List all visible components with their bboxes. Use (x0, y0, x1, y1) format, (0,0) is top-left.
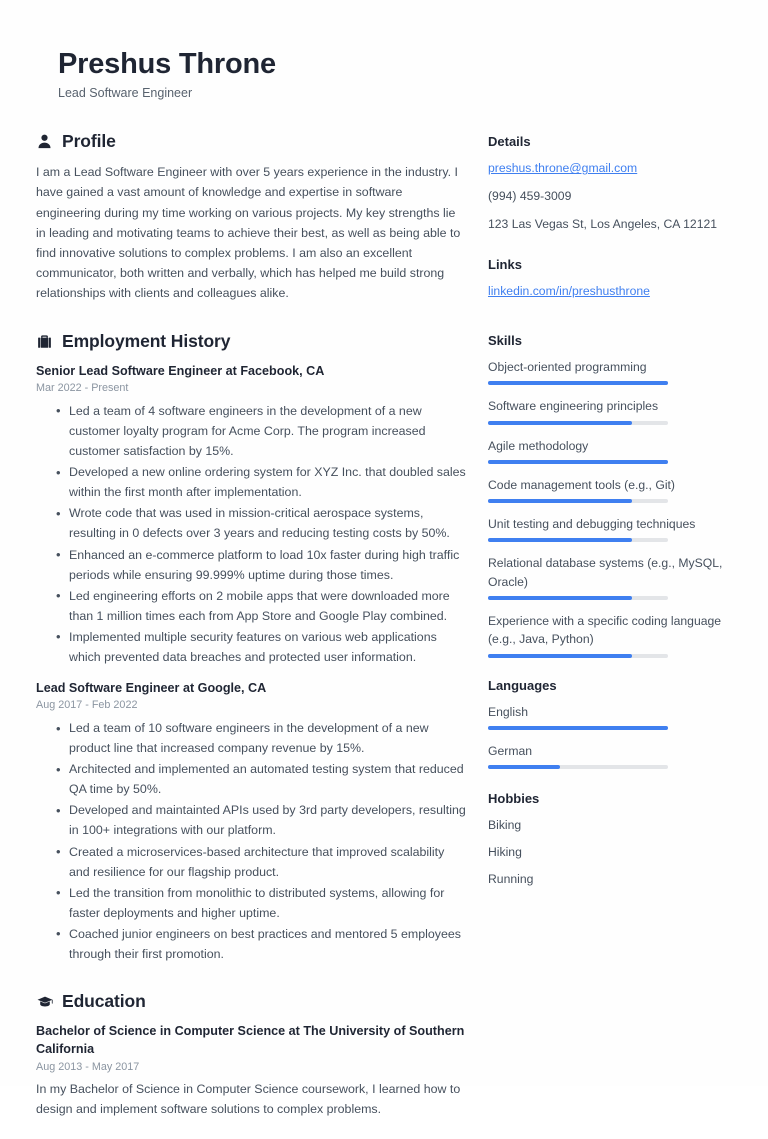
language-item (488, 742, 728, 769)
section-education-header (36, 991, 466, 1012)
skill-label: Unit testing and debugging techniques (488, 517, 696, 532)
education-entry (36, 1022, 466, 1119)
list-item: • Led a team of 10 software engineers in the development of a new product line that increased company revenue by 15%. (69, 718, 466, 758)
sidebar-skills-title: Skills (488, 332, 522, 348)
list-item: • Developed and maintainted APIs used by 3rd party developers, resulting in 100+ integrations with our platform. (69, 800, 466, 840)
briefcase-icon (36, 333, 53, 350)
skill-rating-fill (488, 596, 632, 600)
linkedin-link[interactable]: linkedin.com/in/preshusthrone (488, 284, 650, 299)
skill-rating-fill (488, 499, 632, 503)
employment-entry-date: Mar 2022 - Present (36, 382, 129, 395)
employment-entry (36, 679, 466, 964)
section-profile (36, 131, 466, 303)
language-label: German (488, 743, 533, 758)
skill-rating-track (488, 460, 668, 464)
skill-label: Object-oriented programming (488, 359, 647, 374)
sidebar-hobbies (488, 791, 728, 889)
skill-rating-track (488, 538, 668, 542)
list-item: • Architected and implemented an automated testing system that reduced QA time by 50%. (69, 759, 466, 799)
education-entry-title: Bachelor of Science in Computer Science at The University of Southern California (36, 1024, 465, 1057)
list-item: • Wrote code that was used in mission-critical aerospace systems, resulting in 0 defects over 3 years and reducing testing costs by 50%. (69, 503, 466, 543)
hobby-item: Running (488, 872, 534, 887)
section-employment (36, 331, 466, 964)
employment-entry-date: Aug 2017 - Feb 2022 (36, 699, 138, 712)
skill-item (488, 437, 728, 464)
employment-entry-bullets (36, 401, 466, 667)
skill-label: Code management tools (e.g., Git) (488, 477, 675, 492)
section-employment-header (36, 331, 466, 352)
phone-text: (994) 459-3009 (488, 189, 572, 204)
section-education (36, 991, 466, 1119)
list-item: • Developed a new online ordering system for XYZ Inc. that doubled sales within the first month after implementation. (69, 462, 466, 502)
skill-rating-track (488, 499, 668, 503)
hobby-item: Hiking (488, 845, 522, 860)
skill-item (488, 476, 728, 503)
skill-rating-track (488, 381, 668, 385)
skill-rating-fill (488, 538, 632, 542)
skill-label: Relational database systems (e.g., MySQL, Oracle) (488, 556, 723, 589)
hobby-item: Biking (488, 818, 522, 833)
language-item (488, 703, 728, 730)
main-column (0, 131, 466, 1139)
address-text: 123 Las Vegas St, Los Angeles, CA 12121 (488, 217, 718, 232)
section-employment-title: Employment History (62, 331, 231, 351)
language-rating-fill (488, 726, 668, 730)
skill-rating-fill (488, 654, 632, 658)
sidebar-details-title: Details (488, 134, 531, 150)
resume-header (0, 0, 768, 100)
skill-item (488, 554, 728, 600)
language-label: English (488, 704, 528, 719)
sidebar-languages-title: Languages (488, 677, 557, 693)
education-entry-description: In my Bachelor of Science in Computer Science coursework, I learned how to design and implement software solutions to complex problems. (36, 1082, 461, 1117)
sidebar-languages (488, 678, 728, 770)
employment-entry (36, 362, 466, 667)
section-education-title: Education (62, 991, 146, 1012)
list-item: • Led a team of 4 software engineers in the development of a new customer loyalty program for Acme Corp. The program increased customer satisfaction by 15%. (69, 401, 466, 461)
sidebar-column (466, 131, 728, 912)
list-item: • Implemented multiple security features on various web applications which prevented data breaches and protected user information. (69, 627, 466, 667)
resume-body (0, 131, 768, 1139)
language-rating-track (488, 726, 668, 730)
skill-rating-track (488, 654, 668, 658)
skill-item (488, 515, 728, 542)
employment-entry-title: Lead Software Engineer at Google, CA (36, 681, 267, 696)
skill-rating-track (488, 421, 668, 425)
language-rating-track (488, 765, 668, 769)
skill-rating-track (488, 596, 668, 600)
sidebar-skills (488, 333, 728, 658)
employment-entry-bullets (36, 718, 466, 964)
skill-rating-fill (488, 460, 668, 464)
skill-item (488, 612, 728, 658)
candidate-name: Preshus Throne (58, 48, 276, 80)
skill-label: Experience with a specific coding language (e.g., Java, Python) (488, 614, 722, 647)
list-item: • Led the transition from monolithic to distributed systems, allowing for faster deployments and higher uptime. (69, 883, 466, 923)
sidebar-details (488, 134, 728, 234)
person-icon (36, 133, 53, 150)
sidebar-links-title: Links (488, 257, 522, 273)
sidebar-hobbies-title: Hobbies (488, 791, 540, 807)
graduation-cap-icon (36, 993, 53, 1010)
language-rating-fill (488, 765, 560, 769)
education-entry-date: Aug 2013 - May 2017 (36, 1060, 140, 1073)
email-link[interactable]: preshus.throne@gmail.com (488, 161, 638, 176)
list-item: • Coached junior engineers on best practices and mentored 5 employees through their first promotion. (69, 924, 466, 964)
section-profile-title: Profile (62, 131, 116, 152)
profile-text: I am a Lead Software Engineer with over 5 years experience in the industry. I have gained a vast amount of knowledge and expertise in software engineering during my time working on various projects. My key strengths lie in leading and motivating teams to achieve their best, as well as being able to find innovative solutions to complex problems. I am also an excellent communicator, both written and verbally, which has helped me build strong relationships with clients and colleagues alike. (36, 165, 461, 300)
skill-label: Agile methodology (488, 438, 589, 453)
list-item: • Enhanced an e-commerce platform to load 10x faster during high traffic periods while ensuring 99.999% uptime during those times. (69, 545, 466, 585)
skill-item (488, 397, 728, 424)
list-item: • Created a microservices-based architecture that improved scalability and resilience for our flagship product. (69, 842, 466, 882)
candidate-job-title: Lead Software Engineer (58, 86, 193, 101)
sidebar-links (488, 257, 728, 310)
skill-item (488, 358, 728, 385)
skill-label: Software engineering principles (488, 399, 659, 414)
skill-rating-fill (488, 381, 668, 385)
skill-rating-fill (488, 421, 632, 425)
list-item: • Led engineering efforts on 2 mobile apps that were downloaded more than 1 million times each from App Store and Google Play combined. (69, 586, 466, 626)
section-profile-header (36, 131, 466, 152)
employment-entry-title: Senior Lead Software Engineer at Facebook, CA (36, 364, 325, 378)
